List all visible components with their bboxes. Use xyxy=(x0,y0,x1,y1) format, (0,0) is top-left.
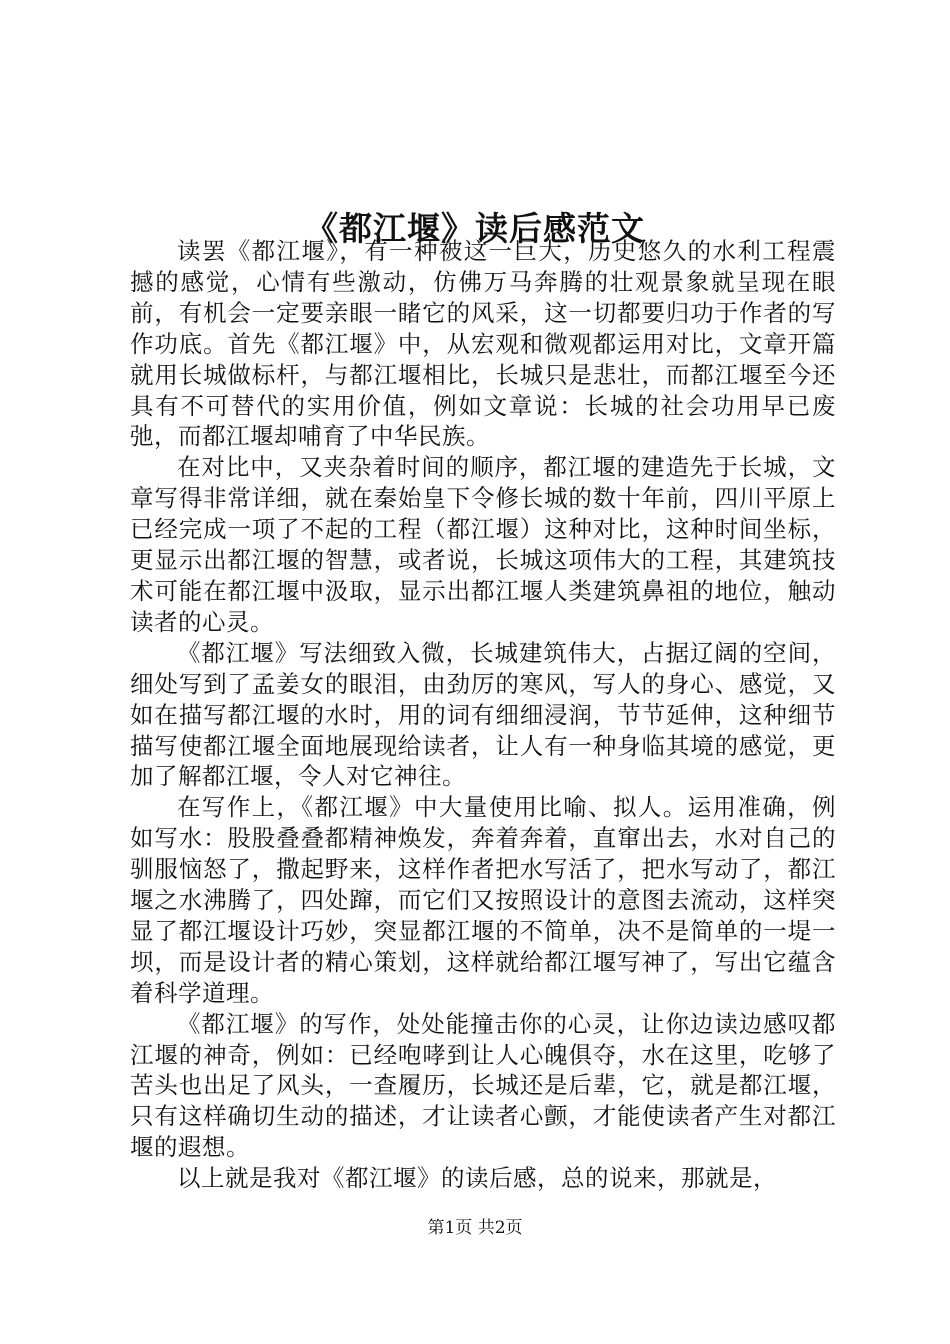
paragraph-1: 读罢《都江堰》，有一种被这一巨大，历史悠久的水利工程震撼的感觉，心情有些激动，仿佛万马奔腾的壮观景象就呈现在眼前，有机会一定要亲眼一睹它的风采，这一切都要归功于作者的写作功底。首先《都江堰》中，从宏观和微观都运用对比，文章开篇就用长城做标杆，与都江堰相比，长城只是悲壮，而都江堰至今还具有不可替代的实用价值，例如文章说：长城的社会功用早已废弛，而都江堰却哺育了中华民族。 xyxy=(130,237,836,451)
paragraph-5: 《都江堰》的写作，处处能撞击你的心灵，让你边读边感叹都江堰的神奇，例如：已经咆哮到让人心魄俱夺，水在这里，吃够了苦头也出足了风头，一查履历，长城还是后辈，它，就是都江堰，只有这样确切生动的描述，才让读者心颤，才能使读者产生对都江堰的遐想。 xyxy=(130,1009,836,1162)
page-number-footer: 第1页 共2页 xyxy=(427,1218,523,1238)
paragraph-2: 在对比中，又夹杂着时间的顺序，都江堰的建造先于长城，文章写得非常详细，就在秦始皇下令修长城的数十年前，四川平原上已经完成一项了不起的工程（都江堰）这种对比，这种时间坐标，更显示出都江堰的智慧，或者说，长城这项伟大的工程，其建筑技术可能在都江堰中汲取，显示出都江堰人类建筑鼻祖的地位，触动读者的心灵。 xyxy=(130,453,836,636)
paragraph-6: 以上就是我对《都江堰》的读后感，总的说来，那就是， xyxy=(177,1164,777,1193)
document-body xyxy=(130,236,836,1194)
paragraph-4: 在写作上，《都江堰》中大量使用比喻、拟人。运用准确，例如写水：股股叠叠都精神焕发，奔着奔着，直窜出去，水对自己的驯服恼怒了，撒起野来，这样作者把水写活了，把水写动了，都江堰之水沸腾了，四处蹿，而它们又按照设计的意图去流动，这样突显了都江堰设计巧妙，突显都江堰的不简单，决不是简单的一堤一坝，而是设计者的精心策划，这样就给都江堰写神了，写出它蕴含着科学道理。 xyxy=(130,793,836,1007)
paragraph-3: 《都江堰》写法细致入微，长城建筑伟大，占据辽阔的空间，细处写到了孟姜女的眼泪，由劲厉的寒风，写人的身心、感觉，又如在描写都江堰的水时，用的词有细细浸润，节节延伸，这种细节描写使都江堰全面地展现给读者，让人有一种身临其境的感觉，更加了解都江堰，令人对它神往。 xyxy=(130,638,836,791)
document-title: 《都江堰》读后感范文 xyxy=(305,209,645,249)
